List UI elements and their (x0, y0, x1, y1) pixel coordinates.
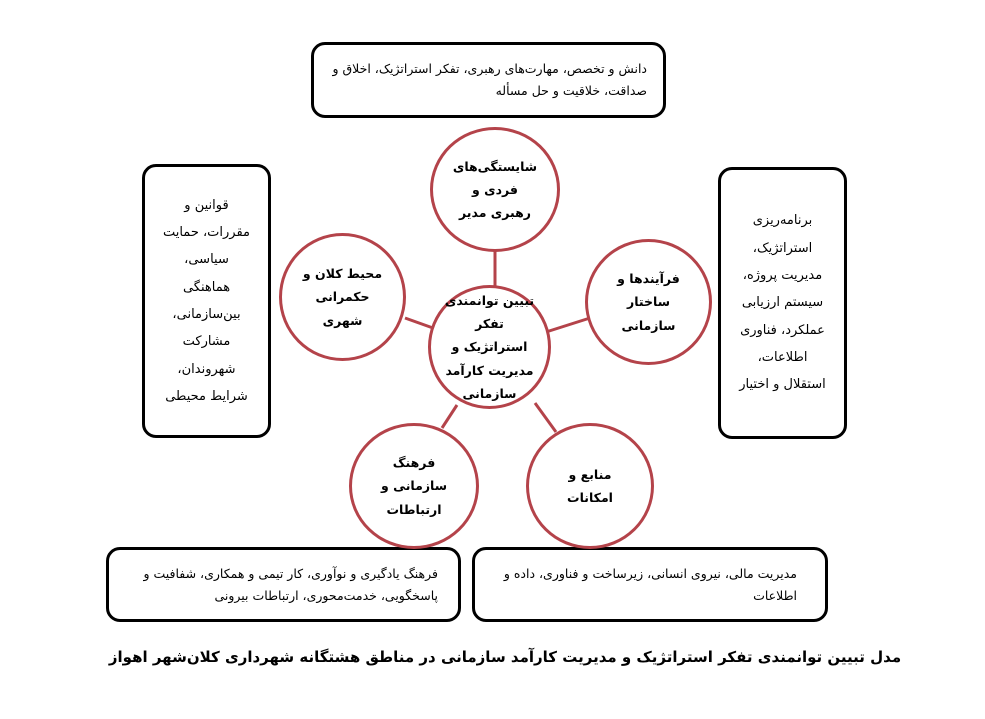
node-individual-competencies: شایستگی‌های فردی و رهبری مدیر (430, 127, 560, 252)
detail-text-processes: برنامه‌ریزی استراتژیک، مدیریت پروژه، سیستم ارزیابی عملکرد، فناوری اطلاعات، استقلال و اختیار (739, 213, 826, 393)
connector-resources (535, 403, 556, 432)
detail-box-resources (472, 547, 828, 622)
node-strategic-thinking-center: تبیین توانمندی تفکر استراتژیک و مدیریت کارآمد سازمانی (428, 285, 551, 409)
detail-text-environment: قوانین و مقررات، حمایت سیاسی، هماهنگی بین‌سازمانی، مشارکت شهروندان، شرایط محیطی (162, 197, 251, 404)
node-processes-structure: فرآیندها و ساختار سازمانی (585, 239, 712, 365)
connector-processes (546, 318, 590, 332)
node-resources-facilities: منابع و امکانات (526, 423, 654, 549)
detail-text-culture: فرهنگ یادگیری و نوآوری، کار تیمی و همکاری، شفافیت و پاسخگویی، خدمت‌محوری، ارتباطات بیرونی (143, 565, 438, 603)
detail-box-culture (106, 547, 461, 622)
node-organizational-culture: فرهنگ سازمانی و ارتباطات (349, 423, 479, 549)
node-macro-environment: محیط کلان و حکمرانی شهری (279, 233, 406, 361)
detail-box-individual (311, 42, 666, 118)
figure-caption: مدل تبیین توانمندی تفکر استراتژیک و مدیریت کارآمد سازمانی در مناطق هشتگانه شهرداری کلان‌شهر اهواز (108, 648, 902, 666)
detail-box-environment (142, 164, 271, 438)
connector-environment (405, 318, 433, 328)
connector-culture (442, 405, 457, 428)
detail-text-individual: دانش و تخصص، مهارت‌های رهبری، تفکر استراتژیک، اخلاق و صداقت، خلاقیت و حل مسأله (332, 61, 647, 98)
detail-text-resources: مدیریت مالی، نیروی انسانی، زیرساخت و فناوری، داده و اطلاعات (503, 565, 797, 603)
detail-box-processes (718, 167, 847, 439)
